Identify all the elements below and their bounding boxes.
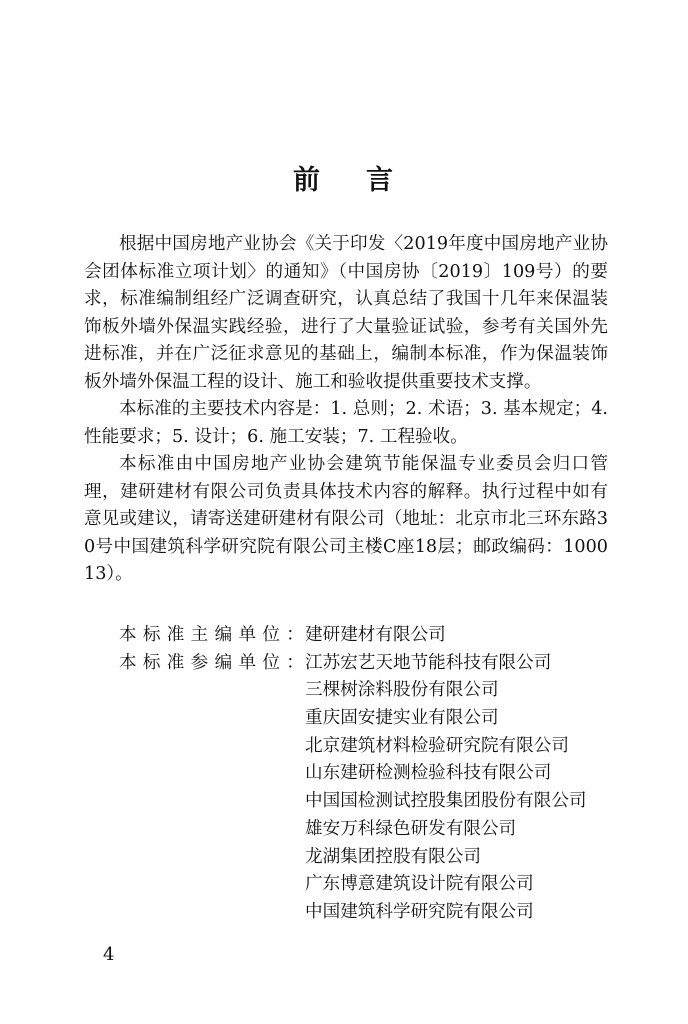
participating-unit: 山东建研检测检验科技有限公司	[305, 763, 552, 784]
paragraph-contents: 本标准的主要技术内容是：1. 总则；2. 术语；3. 基本规定；4. 性能要求；5. 设计；6. 施工安装；7. 工程验收。	[84, 399, 608, 447]
participating-unit: 北京建筑材料检验研究院有限公司	[305, 735, 569, 756]
participating-unit: 广东博意建筑设计院有限公司	[305, 874, 534, 895]
drafting-units	[119, 622, 587, 927]
participating-units-label: 本标准参编单位：	[119, 652, 311, 673]
paragraph-management: 本标准由中国房地产业协会建筑节能保温专业委员会归口管理，建研建材有限公司负责具体技术内容的解释。执行过程中如有意见或建议，请寄送建研建材有限公司（地址：北京市北三环东路30号中国建筑科学研究院有限公司主楼C座18层；邮政编码：100013）。	[84, 454, 608, 584]
paragraph-basis: 根据中国房地产业协会《关于印发〈2019年度中国房地产业协会团体标准立项计划〉的通知》（中国房协〔2019〕109号）的要求，标准编制组经广泛调查研究，认真总结了我国十几年来保温装饰板外墙外保温实践经验，进行了大量验证试验，参考有关国外先进标准，并在广泛征求意见的基础上，编制本标准，作为保温装饰板外墙外保温工程的设计、施工和验收提供重要技术支撑。	[84, 234, 608, 392]
participating-unit: 雄安万科绿色研发有限公司	[305, 818, 517, 839]
participating-unit: 三棵树涂料股份有限公司	[305, 680, 499, 701]
page-number: 4	[103, 944, 115, 965]
title-char-1: 前	[293, 165, 322, 196]
chief-unit-row	[119, 622, 587, 650]
page-title	[0, 158, 688, 197]
participating-unit: 中国国检测试控股集团股份有限公司	[305, 791, 587, 812]
participating-unit: 重庆固安捷实业有限公司	[305, 708, 499, 729]
chief-unit-name: 建研建材有限公司	[305, 625, 446, 645]
preface-body	[84, 231, 608, 589]
chief-unit-label: 本标准主编单位：	[119, 625, 311, 645]
participating-units-list	[305, 650, 587, 927]
participating-unit: 中国建筑科学研究院有限公司	[305, 901, 534, 922]
participating-units-row	[119, 650, 587, 927]
title-char-2: 言	[366, 165, 395, 196]
participating-unit: 江苏宏艺天地节能科技有限公司	[305, 652, 552, 673]
participating-unit: 龙湖集团控股有限公司	[305, 846, 481, 867]
